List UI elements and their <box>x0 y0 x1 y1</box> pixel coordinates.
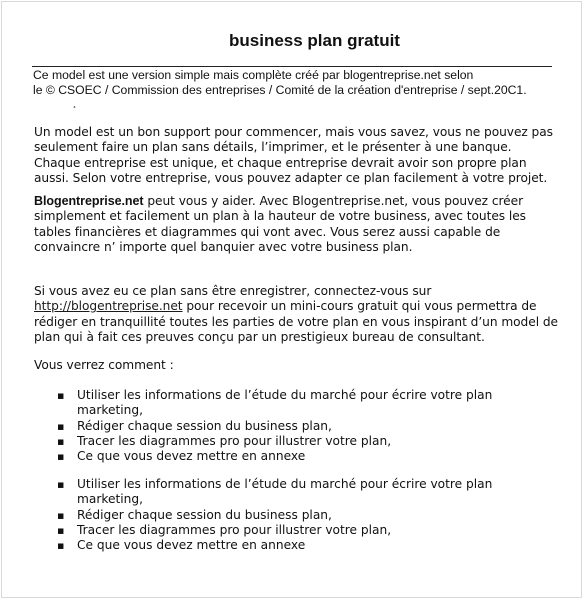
intro-line-1: Ce model est une version simple mais complète créé par blogentreprise.net selon <box>33 68 474 82</box>
blogentreprise-link[interactable]: http://blogentreprise.net <box>34 299 183 314</box>
intro-line-2: le © CSOEC / Commission des entreprises / Comité de la création d'entreprise / sept.20C1. <box>33 83 527 97</box>
square-bullet-icon: ▪ <box>57 450 65 464</box>
intro-block <box>33 68 553 110</box>
list-item: ▪ Utiliser les informations de l’étude du marché pour écrire votre plan marketing, <box>57 477 493 507</box>
list-item: ▪ Rédiger chaque session du business plan, <box>57 418 332 433</box>
square-bullet-icon: ▪ <box>57 419 65 433</box>
list-item: ▪ Rédiger chaque session du business plan, <box>57 507 332 522</box>
bullet-list-1 <box>57 388 537 464</box>
square-bullet-icon: ▪ <box>57 523 65 537</box>
paragraph-you-will-see: Vous verrez comment : <box>34 358 174 372</box>
document-title: business plan gratuit <box>229 31 400 50</box>
square-bullet-icon: ▪ <box>57 539 65 553</box>
list-item: ▪ Tracer les diagrammes pro pour illustrer votre plan, <box>57 522 392 537</box>
bullet-list-2 <box>57 477 537 553</box>
square-bullet-icon: ▪ <box>57 508 65 522</box>
paragraph-intro: Un model est un bon support pour commencer, mais vous savez, vous ne pouvez pas seulement faire un plan sans détails, l’imprimer, et le présenter à une banque. Chaque entreprise est unique, et chaque entreprise devrait avoir son propre plan aussi. Selon votre entreprise, vous pouvez adapter ce plan facilement à votre projet. <box>34 125 553 185</box>
paragraph-signup-after: pour recevoir un mini-cours gratuit qui vous permettra de rédiger en tranquillité toutes les parties de votre plan en vous inspirant d’un model de plan qui à fait ces preuves conçu par un prestigieux bureau de consultant. <box>34 299 558 344</box>
paragraph-blogentreprise-text: peut vous y aider. Avec Blogentreprise.net, vous pouvez créer simplement et facilement un plan à la hauteur de votre business, avec toutes les tables financières et diagrammes qui vont avec. Vous serez aussi capable de convaincre n’ importe quel banquier avec votre business plan. <box>34 194 526 254</box>
square-bullet-icon: ▪ <box>57 434 65 448</box>
paragraph-blogentreprise <box>34 194 559 255</box>
list-item: ▪ Tracer les diagrammes pro pour illustrer votre plan, <box>57 433 392 448</box>
paragraph-signup-before: Si vous avez eu ce plan sans être enregistrer, connectez-vous sur <box>34 284 432 298</box>
list-item: ▪ Ce que vous devez mettre en annexe <box>57 449 306 464</box>
list-item: ▪ Ce que vous devez mettre en annexe <box>57 538 306 553</box>
title-underline <box>32 66 552 67</box>
square-bullet-icon: ▪ <box>57 478 65 491</box>
list-item: ▪ Utiliser les informations de l’étude du marché pour écrire votre plan marketing, <box>57 388 493 418</box>
brand-name: Blogentreprise.net <box>34 194 144 208</box>
paragraph-signup <box>34 284 559 345</box>
square-bullet-icon: ▪ <box>57 389 65 402</box>
intro-mark: ¸ <box>73 98 77 109</box>
